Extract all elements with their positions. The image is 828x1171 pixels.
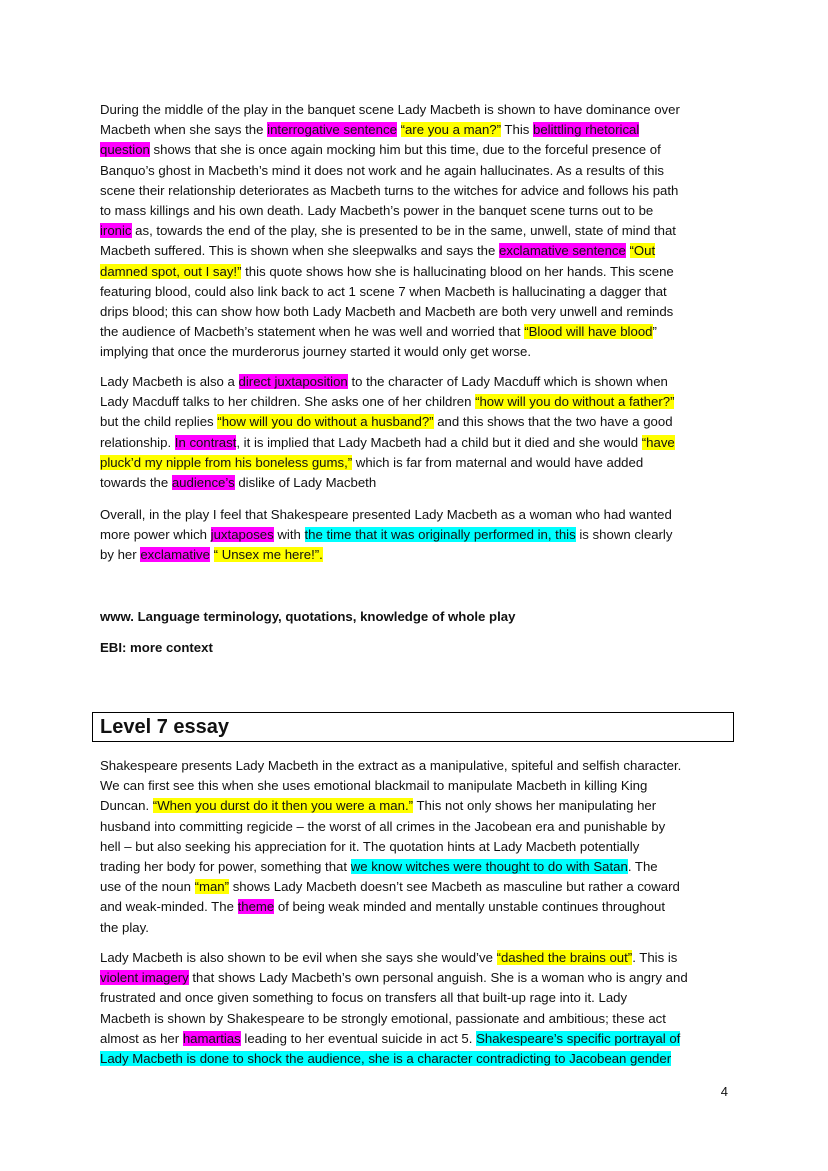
text-segment: shows that she is once again mocking him but this time, due to the forceful presence of [149, 142, 661, 158]
text-segment: towards the [100, 475, 172, 491]
macduff-paragraph [100, 372, 728, 493]
text-segment: Shakespeare presents Lady Macbeth in the extract as a manipulative, spiteful and selfish character. [100, 758, 682, 773]
text-segment: the audience of Macbeth’s statement when he was well and worried that [100, 324, 525, 340]
text-segment: relationship. [100, 434, 175, 450]
highlighted-text: “dashed the brains out” [496, 950, 633, 965]
text-segment: Lady Macbeth is also a [100, 374, 239, 389]
www-feedback: www. Language terminology, quotations, knowledge of whole play [100, 609, 516, 624]
text-line [100, 988, 728, 1008]
text-line [100, 877, 728, 897]
highlighted-text: Lady Macbeth is done to shock the audience, she is a character contradicting to Jacobean gender [100, 1051, 672, 1067]
text-segment: almost as her [100, 1030, 183, 1046]
text-line [100, 181, 728, 201]
ebi-feedback: EBI: more context [100, 640, 213, 655]
text-line [100, 948, 728, 968]
text-segment: We can first see this when she uses emotional blackmail to manipulate Macbeth in killing King [100, 778, 648, 794]
text-segment: Macbeth when she says the [100, 122, 268, 138]
text-line [100, 241, 728, 261]
text-line [100, 120, 728, 140]
text-line [100, 392, 728, 412]
text-segment: . The [627, 859, 658, 875]
highlighted-text: question [100, 142, 150, 158]
highlighted-text: “Out [629, 243, 656, 259]
text-segment: is shown clearly [575, 527, 673, 543]
text-segment: drips blood; this can show how both Lady Macbeth and Macbeth are both very unwell and reminds [100, 304, 674, 320]
text-segment: more power which [100, 527, 211, 543]
highlighted-text: audience’s [171, 475, 235, 491]
text-segment: with [273, 527, 305, 543]
text-segment: Lady Macbeth is also shown to be evil when she says she would’ve [100, 950, 497, 965]
text-line [100, 525, 728, 545]
text-segment: scene their relationship deteriorates as Macbeth turns to the witches for advice and follows his path [100, 182, 679, 198]
text-segment: to the character of Lady Macduff which is shown when [347, 374, 668, 389]
overall-paragraph [100, 505, 728, 566]
text-segment: Macbeth is shown by Shakespeare to be strongly emotional, passionate and ambitious; these act [100, 1010, 666, 1026]
text-line [100, 322, 728, 342]
highlighted-text: interrogative sentence [267, 122, 397, 138]
text-line [100, 1009, 728, 1029]
text-line [100, 221, 728, 241]
text-line [100, 968, 728, 988]
highlighted-text: belittling rhetorical [533, 122, 640, 138]
text-segment: by her [100, 547, 141, 563]
text-segment: and weak-minded. The [100, 899, 238, 915]
text-segment: that shows Lady Macbeth’s own personal anguish. She is a woman who is angry and [188, 970, 688, 986]
text-segment: which is far from maternal and would have added [352, 454, 644, 470]
text-segment: , it is implied that Lady Macbeth had a child but it died and she would [236, 434, 642, 450]
page-number: 4 [720, 1084, 728, 1099]
text-line [100, 342, 728, 362]
text-segment: of being weak minded and mentally unstable continues throughout [274, 899, 665, 915]
text-segment: to mass killings and his own death. Lady Macbeth’s power in the banquet scene turns out to be [100, 203, 654, 219]
text-line [100, 776, 728, 796]
text-segment: Banquo’s ghost in Macbeth’s mind it does not work and he again hallucinates. As a results of this [100, 162, 664, 178]
highlighted-text: exclamative sentence [499, 243, 626, 259]
text-segment: but the child replies [100, 414, 218, 430]
text-segment: Overall, in the play I feel that Shakespeare presented Lady Macbeth as a woman who had wanted [100, 507, 672, 522]
highlighted-text: theme [237, 899, 275, 915]
text-segment: hell – but also seeking his appreciation for it. The quotation hints at Lady Macbeth potentially [100, 838, 640, 854]
text-line [100, 796, 728, 816]
highlighted-text: “Blood will have blood [524, 324, 653, 340]
highlighted-text: the time that it was originally performed in, this [304, 527, 576, 543]
highlighted-text: In contrast [174, 434, 237, 450]
highlighted-text: “When you durst do it then you were a man.” [152, 798, 414, 814]
highlighted-text: direct juxtaposition [238, 374, 348, 389]
text-line [100, 201, 728, 221]
text-segment: frustrated and once given something to focus on transfers all that built-up rage into it. Lady [100, 990, 628, 1006]
text-segment: Duncan. [100, 798, 153, 814]
text-line [100, 140, 728, 160]
text-segment: use of the noun [100, 879, 195, 895]
text-line [100, 433, 728, 453]
text-line [100, 453, 728, 473]
highlighted-text: “ Unsex me here!”. [213, 547, 323, 563]
highlighted-text: “man” [194, 879, 230, 895]
text-segment: shows Lady Macbeth doesn’t see Macbeth as masculine but rather a coward [229, 879, 680, 895]
text-line [100, 897, 728, 917]
section-heading-box [92, 712, 734, 742]
text-line [100, 756, 728, 776]
text-segment: During the middle of the play in the banquet scene Lady Macbeth is shown to have dominance over [100, 102, 680, 117]
text-line [100, 282, 728, 302]
text-segment: ” [652, 324, 657, 340]
text-segment: husband into committing regicide – the worst of all crimes in the Jacobean era and punishable by [100, 818, 666, 834]
highlighted-text: juxtaposes [210, 527, 274, 543]
text-line [100, 302, 728, 322]
text-segment: implying that once the murderorus journey started it would only get worse. [100, 344, 532, 360]
text-segment: and this shows that the two have a good [433, 414, 673, 430]
highlighted-text: ironic [100, 223, 132, 239]
highlighted-text: we know witches were thought to do with Satan [350, 859, 628, 875]
text-line [100, 372, 728, 392]
text-segment: this quote shows how she is hallucinating blood on her hands. This scene [241, 263, 674, 279]
text-segment: Macbeth suffered. This is shown when she sleepwalks and says the [100, 243, 500, 259]
text-segment: featuring blood, could also link back to act 1 scene 7 when Macbeth is hallucinating a dagger that [100, 283, 667, 299]
text-line [100, 262, 728, 282]
text-segment: This not only shows her manipulating her [413, 798, 657, 814]
highlighted-text: damned spot, out I say!” [100, 263, 242, 279]
text-line [100, 412, 728, 432]
text-segment: dislike of Lady Macbeth [234, 475, 377, 491]
text-segment: leading to her eventual suicide in act 5. [240, 1030, 477, 1046]
highlighted-text: violent imagery [100, 970, 189, 986]
highlighted-text: “are you a man?” [400, 122, 501, 138]
text-line [100, 1049, 728, 1069]
highlighted-text: “have [641, 434, 675, 450]
text-line [100, 473, 728, 493]
text-segment: Lady Macduff talks to her children. She asks one of her children [100, 394, 476, 410]
text-line [100, 100, 728, 120]
highlighted-text: exclamative [140, 547, 210, 563]
text-line [100, 857, 728, 877]
text-segment: trading her body for power, something that [100, 859, 351, 875]
highlighted-text: pluck’d my nipple from his boneless gums,” [100, 454, 353, 470]
text-line [100, 817, 728, 837]
text-segment: as, towards the end of the play, she is presented to be in the same, unwell, state of mind that [131, 223, 676, 239]
text-line [100, 505, 728, 525]
section-heading: Level 7 essay [100, 716, 229, 738]
text-line [100, 1029, 728, 1049]
level7-paragraph-1 [100, 756, 728, 938]
highlighted-text: hamartias [182, 1030, 241, 1046]
highlighted-text: “how will you do without a husband?” [217, 414, 434, 430]
text-line [100, 837, 728, 857]
banquet-paragraph [100, 100, 728, 363]
text-line [100, 161, 728, 181]
level7-paragraph-2 [100, 948, 728, 1069]
text-line [100, 545, 728, 565]
text-segment [626, 243, 630, 258]
text-segment: the play. [100, 919, 149, 935]
text-segment: . This is [632, 950, 678, 965]
highlighted-text: “how will you do without a father?” [475, 394, 675, 410]
text-segment: This [501, 122, 534, 138]
highlighted-text: Shakespeare’s specific portrayal of [476, 1030, 681, 1046]
text-line [100, 918, 728, 938]
